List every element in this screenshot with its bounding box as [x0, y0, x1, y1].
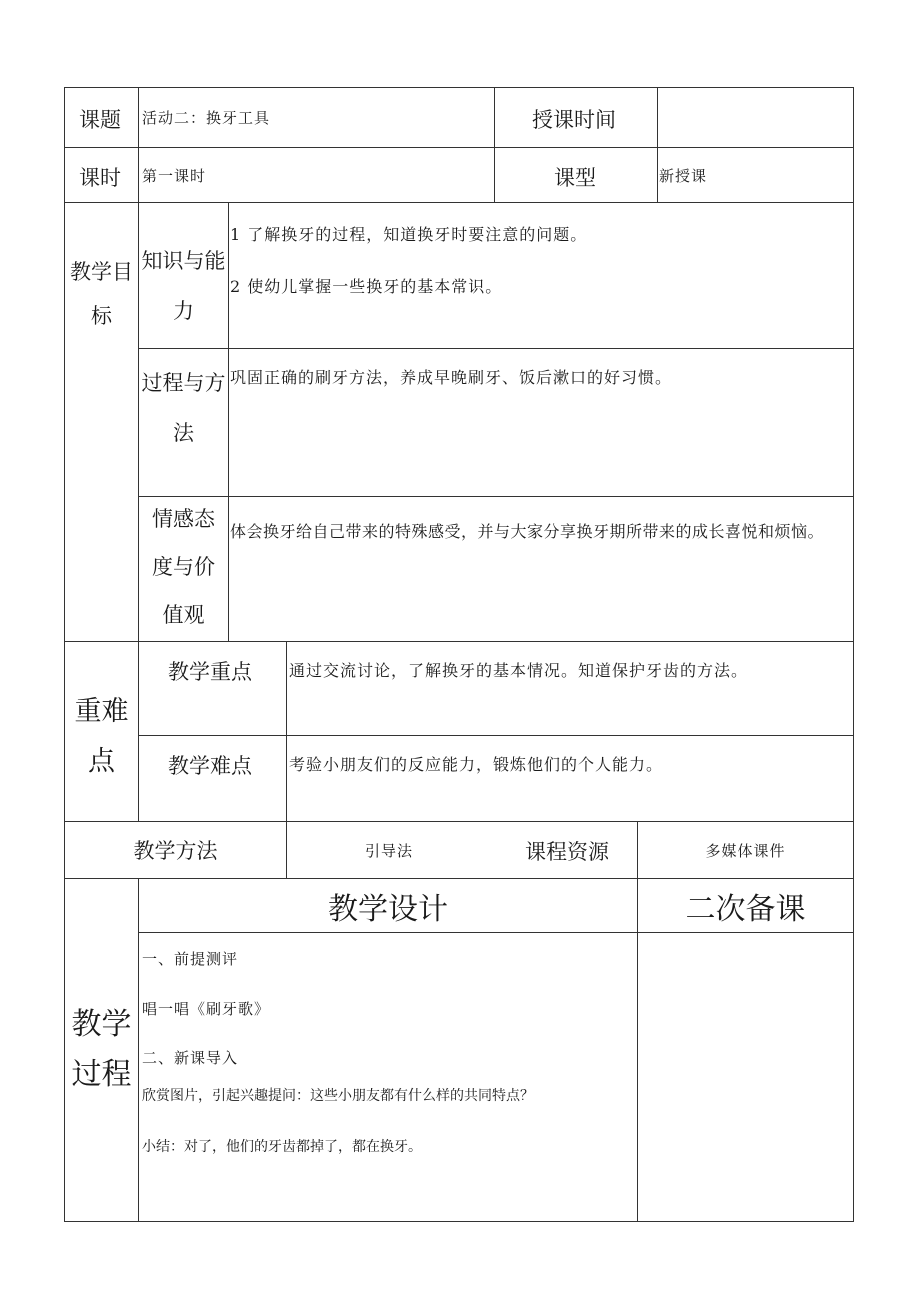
process-label-line1: 过程与方	[141, 371, 226, 395]
keypoints-label	[64, 687, 139, 787]
design-line-5: 小结：对了，他们的牙齿都掉了，都在换牙。	[142, 1139, 422, 1155]
process-section-label-line2: 过程	[71, 1057, 132, 1092]
second-prep-header: 二次备课	[685, 891, 806, 927]
type-value: 新授课	[659, 167, 708, 185]
cell-emotion-text	[228, 496, 854, 642]
knowledge-line2: 2 使幼儿掌握一些换牙的基本常识。	[230, 277, 503, 296]
cell-design-body	[138, 932, 638, 1222]
emotion-label-line1: 情感态	[152, 507, 215, 531]
time-label: 授课时间	[532, 108, 616, 132]
design-line-3: 二、新课导入	[142, 1049, 239, 1067]
design-header: 教学设计	[328, 891, 448, 927]
process-section-label	[64, 1000, 139, 1100]
knowledge-line1: 1 了解换牙的过程，知道换牙时要注意的问题。	[230, 225, 588, 244]
method-value: 引导法	[365, 842, 414, 860]
design-line-1: 一、前提测评	[142, 950, 239, 968]
process-text: 巩固正确的刷牙方法，养成早晚刷牙、饭后漱口的好习惯。	[230, 368, 673, 387]
emotion-text: 体会换牙给自己带来的特殊感受，并与大家分享换牙期所带来的成长喜悦和烦恼。	[230, 522, 825, 541]
period-value: 第一课时	[142, 167, 207, 185]
design-line-2: 唱一唱《刷牙歌》	[142, 1000, 271, 1018]
resource-value: 多媒体课件	[705, 841, 786, 860]
objectives-label-line1: 教学目	[70, 260, 133, 284]
type-label: 课型	[554, 166, 596, 190]
topic-value: 活动二：换牙工具	[142, 109, 271, 127]
cell-second-prep-body	[637, 932, 854, 1222]
process-section-label-line1: 教学	[71, 1007, 132, 1042]
knowledge-label-line2: 力	[173, 299, 194, 323]
period-label: 课时	[79, 166, 121, 190]
focus-label: 教学重点	[168, 660, 252, 684]
cell-difficulty-text	[286, 735, 854, 822]
focus-text: 通过交流讨论，了解换牙的基本情况。知道保护牙齿的方法。	[289, 661, 749, 680]
knowledge-label	[138, 236, 229, 336]
method-label: 教学方法	[133, 839, 218, 863]
keypoints-label-line1: 重难	[74, 696, 129, 727]
emotion-label-line3: 值观	[162, 603, 205, 627]
difficulty-text: 考验小朋友们的反应能力，锻炼他们的个人能力。	[289, 755, 664, 774]
emotion-label-line2: 度与价	[152, 555, 215, 579]
design-line-4: 欣赏图片，引起兴趣提问：这些小朋友都有什么样的共同特点？	[142, 1088, 534, 1104]
resource-label: 课程资源	[525, 840, 609, 864]
emotion-label	[138, 495, 229, 639]
knowledge-label-line1: 知识与能	[141, 249, 226, 273]
topic-label: 课题	[79, 108, 121, 132]
keypoints-label-line2: 点	[88, 746, 115, 777]
process-label-line2: 法	[173, 421, 194, 445]
process-label	[138, 358, 229, 458]
cell-focus-text	[286, 641, 854, 736]
objectives-label-line2: 标	[91, 304, 112, 328]
difficulty-label: 教学难点	[168, 754, 252, 778]
objectives-label	[64, 250, 139, 338]
cell-time-value	[657, 87, 854, 148]
